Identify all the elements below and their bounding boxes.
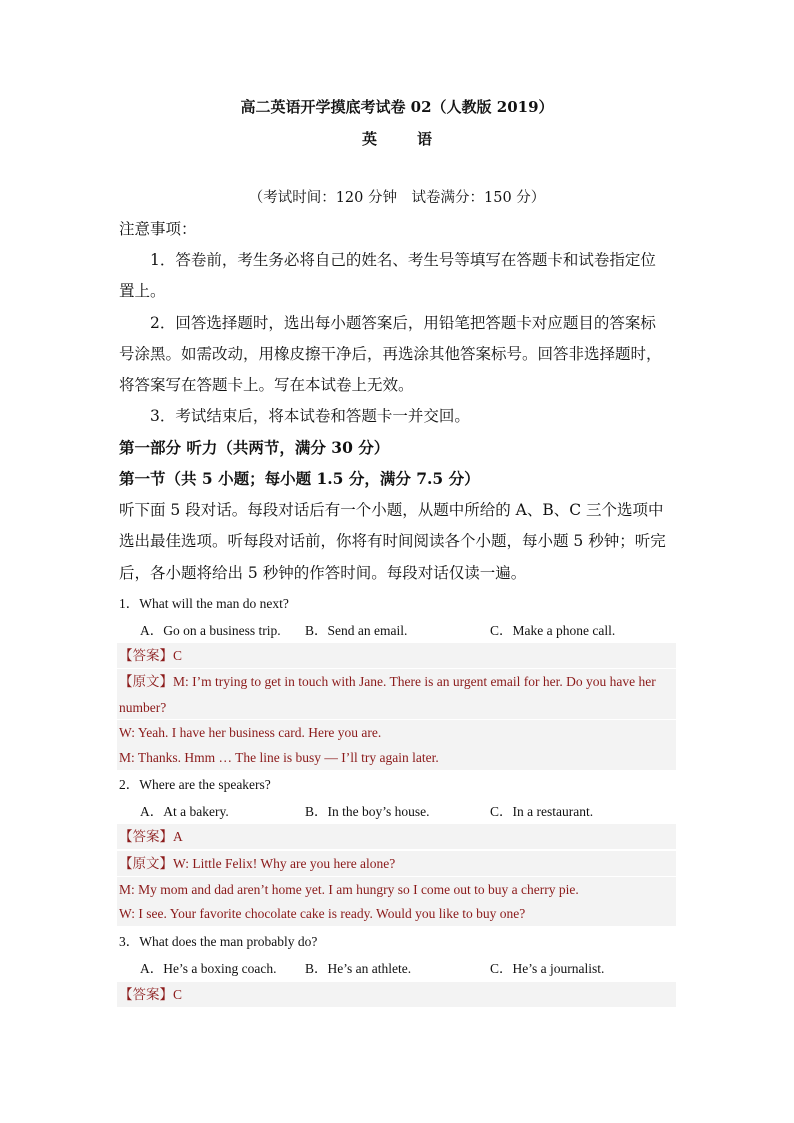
- question-3-stem: 3．What does the man probably do?: [119, 934, 318, 949]
- transcript-tag: 【原文】: [119, 674, 173, 690]
- question-2-option-a: A．At a bakery.: [140, 804, 229, 819]
- notice-item-2-line-2: 号涂黑。如需改动，用橡皮擦干净后，再选涂其他答案标号。回答非选择题时，: [119, 345, 662, 363]
- answer-tag: 【答案】: [119, 829, 173, 845]
- answer-value: A: [173, 829, 183, 844]
- question-2-transcript-3: W: I see. Your favorite chocolate cake is ready. Would you like to buy one?: [117, 901, 676, 926]
- notice-item-1-line-1: 1．答卷前，考生务必将自己的姓名、考生号等填写在答题卡和试卷指定位: [150, 251, 656, 269]
- transcript-tag: 【原文】: [119, 856, 173, 872]
- question-1-transcript-2: W: Yeah. I have her business card. Here you are.: [117, 720, 676, 745]
- question-1-stem: 1．What will the man do next?: [119, 596, 289, 611]
- answer-value: C: [173, 648, 183, 663]
- notice-item-3: 3．考试结束后，将本试卷和答题卡一并交回。: [150, 407, 470, 425]
- answer-tag: 【答案】: [119, 987, 173, 1003]
- notice-item-1-line-2: 置上。: [119, 282, 166, 300]
- transcript-text: W: Little Felix! Why are you here alone?: [173, 856, 396, 871]
- question-1-option-a: A．Go on a business trip.: [140, 623, 281, 638]
- question-2-transcript-2: M: My mom and dad aren’t home yet. I am hungry so I come out to buy a cherry pie.: [117, 877, 676, 902]
- instructions-line-3: 后，各小题将给出 5 秒钟的作答时间。每段对话仅读一遍。: [119, 564, 527, 582]
- question-3-answer: [117, 982, 676, 1007]
- question-3-option-c: C．He’s a journalist.: [490, 961, 605, 976]
- exam-time-info: （考试时间：120 分钟 试卷满分：150 分）: [248, 190, 546, 206]
- question-2-option-c: C．In a restaurant.: [490, 804, 594, 819]
- question-1-transcript-1: [117, 669, 676, 719]
- part-1-heading: 第一部分 听力（共两节，满分 30 分）: [119, 438, 390, 457]
- answer-tag: 【答案】: [119, 648, 173, 664]
- question-1-answer: [117, 643, 676, 668]
- subject-title: [0, 128, 794, 149]
- question-1-option-c: C．Make a phone call.: [490, 623, 616, 638]
- question-2-option-b: B．In the boy’s house.: [305, 804, 430, 819]
- transcript-text: M: I’m trying to get in touch with Jane. There is an urgent email for her. Do you have her number?: [119, 674, 656, 715]
- question-1-transcript-3: M: Thanks. Hmm … The line is busy — I’ll try again later.: [117, 745, 676, 770]
- instructions-line-1: 听下面 5 段对话。每段对话后有一个小题，从题中所给的 A、B、C 三个选项中: [119, 501, 664, 519]
- question-3-option-b: B．He’s an athlete.: [305, 961, 412, 976]
- question-2-answer: [117, 824, 676, 849]
- subject-char-2: 语: [417, 130, 433, 148]
- exam-title: 高二英语开学摸底考试卷 02（人教版 2019）: [240, 98, 554, 116]
- subject-char-1: 英: [361, 130, 377, 148]
- notice-item-2-line-1: 2．回答选择题时，选出每小题答案后，用铅笔把答题卡对应题目的答案标: [150, 314, 656, 332]
- question-3-option-a: A．He’s a boxing coach.: [140, 961, 277, 976]
- instructions-line-2: 选出最佳选项。听每段对话前，你将有时间阅读各个小题，每小题 5 秒钟；听完: [119, 532, 666, 550]
- notice-heading: 注意事项：: [119, 220, 197, 238]
- question-2-transcript-1: [117, 851, 676, 876]
- question-1-option-b: B．Send an email.: [305, 623, 408, 638]
- section-1-heading: 第一节（共 5 小题；每小题 1.5 分，满分 7.5 分）: [119, 469, 480, 488]
- notice-item-2-line-3: 将答案写在答题卡上。写在本试卷上无效。: [119, 376, 414, 394]
- answer-value: C: [173, 987, 183, 1002]
- question-2-stem: 2．Where are the speakers?: [119, 777, 271, 792]
